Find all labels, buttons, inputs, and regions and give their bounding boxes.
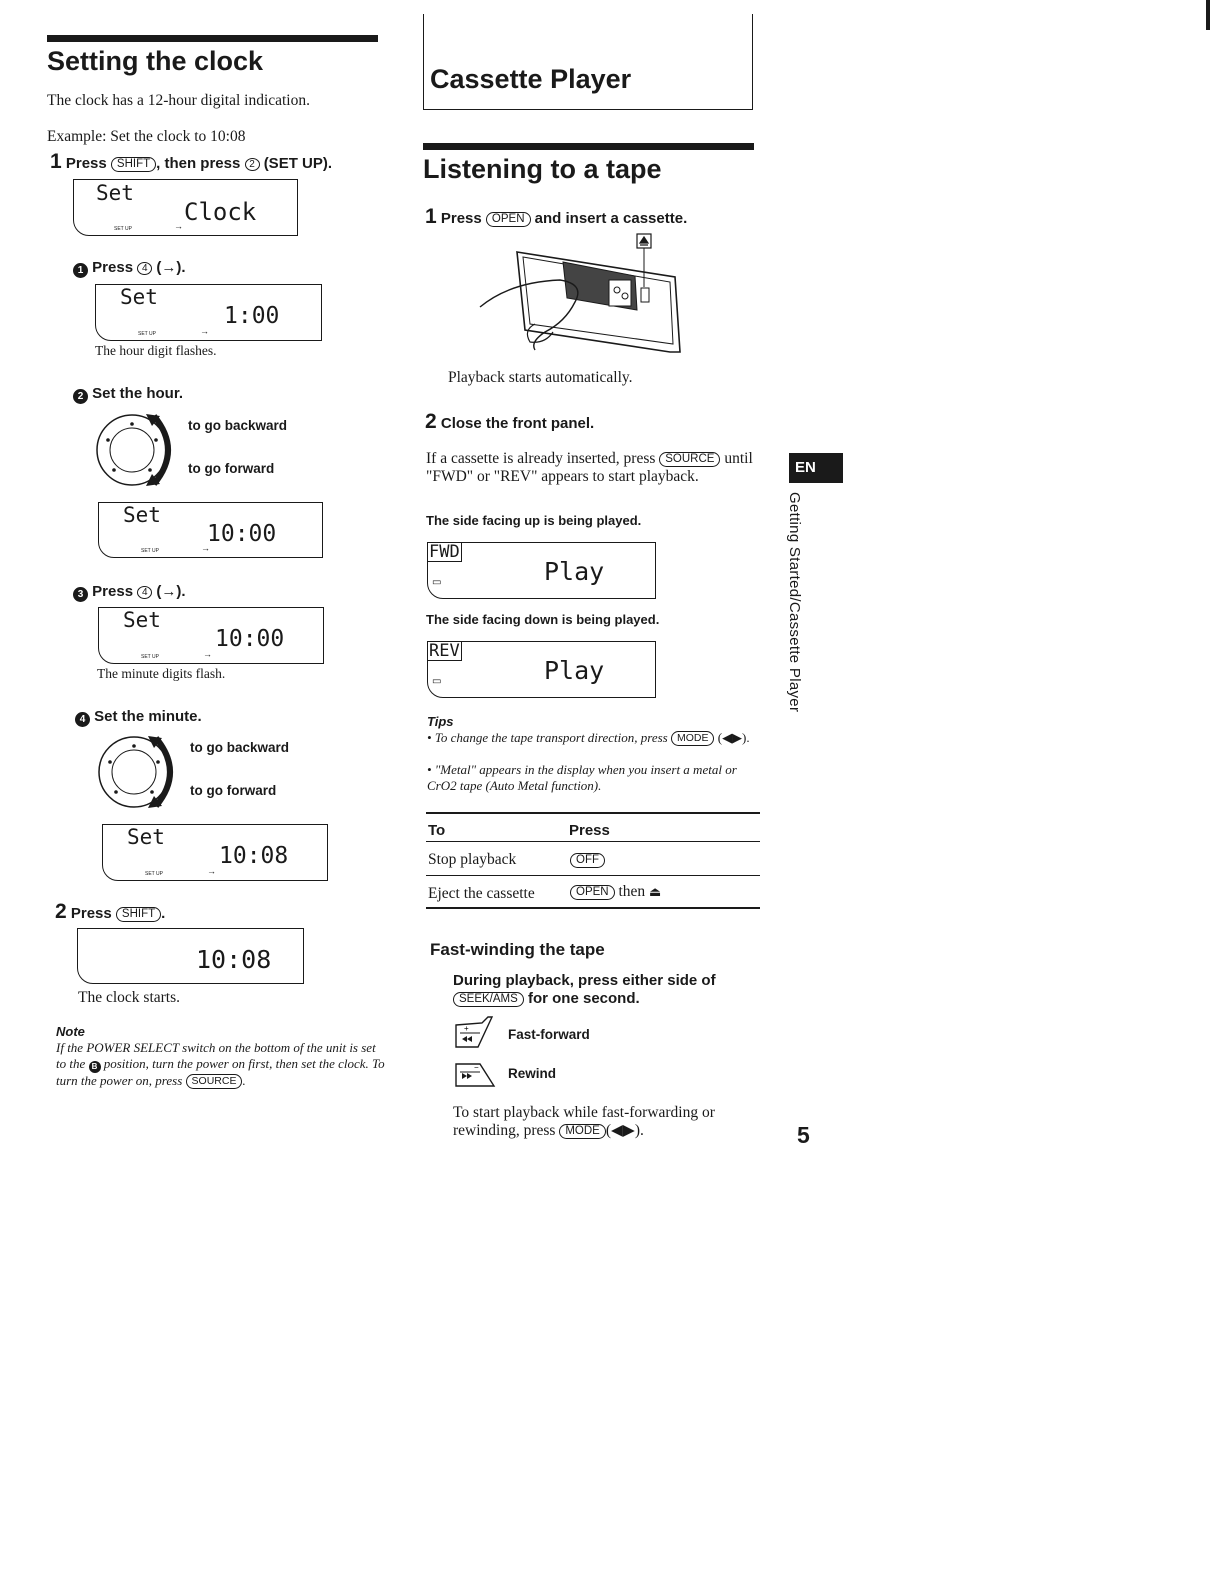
clock-sub4: 4 Set the minute.: [75, 708, 202, 727]
mode-key: MODE: [671, 731, 715, 746]
arrow-icon: →: [203, 649, 212, 659]
lcd-set-hour-1: Set 1:00 SET UP →: [95, 284, 322, 341]
table-top-rule: [426, 812, 760, 814]
clock-intro: The clock has a 12-hour digital indication.: [47, 92, 310, 109]
edge-mark: [1206, 0, 1210, 30]
tape-step2-text: If a cassette is already inserted, press SOURCE until "FWD" or "REV" appears to start playback.: [426, 450, 753, 485]
lcd-set-clock: Set Clock SET UP →: [73, 179, 298, 236]
note-text: If the POWER SELECT switch on the bottom of the unit is set to the B position, turn the power on first, then set the clock. To turn the power on, press SOURCE .: [56, 1040, 385, 1088]
seek-ams-key: SEEK/AMS: [453, 992, 524, 1007]
tips-heading: Tips: [427, 714, 454, 729]
source-key: SOURCE: [659, 452, 720, 467]
key-4: 4: [137, 262, 152, 275]
rev-caption: The side facing down is being played.: [426, 612, 660, 627]
language-badge: EN: [789, 453, 843, 483]
clock-sub2: 2 Set the hour.: [73, 385, 183, 404]
tip-2: • "Metal" appears in the display when you insert a metal or CrO2 tape (Auto Metal function).: [427, 762, 737, 793]
tape-step1: 1 Press OPEN and insert a cassette.: [425, 205, 688, 228]
fast-forward-icon: [452, 1015, 496, 1053]
svg-text:−: −: [474, 1063, 479, 1072]
clock-step1: 1 Press SHIFT , then press 2 (SET UP).: [50, 150, 333, 173]
table-bottom-rule: [426, 907, 760, 909]
fast-instruction: During playback, press either side of SEEK/AMS for one second.: [453, 972, 716, 1007]
lcd-set-minute-08: Set 10:08 SET UP →: [102, 824, 328, 881]
key-4: 4: [137, 586, 152, 599]
rewind-label: Rewind: [508, 1066, 557, 1081]
clock-sub3: 3 Press 4 (→).: [73, 583, 186, 602]
clock-starts-caption: The clock starts.: [78, 989, 181, 1006]
mode-key: MODE: [559, 1124, 606, 1139]
fwd-caption: The side facing up is being played.: [426, 513, 642, 528]
clock-step2: 2 Press SHIFT .: [55, 900, 166, 923]
source-key: SOURCE: [186, 1074, 243, 1089]
table-row-stop-press: [570, 851, 605, 869]
table-row-eject-to: Eject the cassette: [428, 885, 535, 902]
minute-flash-caption: The minute digits flash.: [97, 666, 226, 681]
key-2: 2: [245, 158, 260, 171]
shift-key: SHIFT: [116, 907, 161, 922]
title-box: [423, 14, 753, 110]
tape-step2: 2 Close the front panel.: [425, 410, 595, 433]
lcd-fwd-play: FWD ▭ Play: [427, 542, 656, 599]
tip-1: • To change the tape transport direction, press MODE (◀▶).: [427, 730, 750, 745]
fast-title: Fast-winding the tape: [430, 940, 605, 959]
fast-forward-label: Fast-forward: [508, 1027, 590, 1042]
shift-key: SHIFT: [111, 157, 156, 172]
table-row-rule: [426, 875, 760, 876]
hour-back-label: to go backward: [188, 418, 288, 433]
arrow-icon: →: [174, 221, 183, 231]
off-key: OFF: [570, 853, 605, 868]
lcd-set-minute-00: Set 10:00 SET UP →: [98, 607, 324, 664]
arrow-icon: →: [201, 543, 210, 553]
section-tab-label: Getting Started/Cassette Player: [786, 492, 803, 713]
rotary-dial-icon: [94, 410, 184, 490]
table-row-stop-to: Stop playback: [428, 851, 517, 868]
open-key: OPEN: [570, 885, 615, 900]
page-number: 5: [797, 1122, 810, 1148]
tape-icon: ▭: [432, 676, 442, 687]
arrow-icon: →: [207, 866, 216, 876]
hour-fwd-label: to go forward: [188, 461, 275, 476]
lcd-set-hour-10: Set 10:00 SET UP →: [98, 502, 323, 558]
svg-text:+: +: [464, 1024, 469, 1033]
title-rule: [47, 35, 378, 42]
arrow-icon: →: [200, 326, 209, 336]
listening-title: Listening to a tape: [423, 154, 662, 184]
hour-flash-caption: The hour digit flashes.: [95, 343, 217, 358]
playback-starts-caption: Playback starts automatically.: [448, 369, 633, 386]
lcd-rev-play: REV ▭ Play: [427, 641, 656, 698]
table-header-press: Press: [569, 822, 610, 839]
table-row-eject-press: OPEN then ⏏: [570, 883, 661, 901]
rewind-icon: [452, 1058, 498, 1090]
lcd-clock-final: 10:08: [77, 928, 304, 984]
tape-icon: ▭: [432, 577, 442, 588]
eject-icon: ⏏: [649, 884, 662, 899]
cassette-insert-illustration: [475, 232, 690, 357]
minute-fwd-label: to go forward: [190, 783, 277, 798]
minute-back-label: to go backward: [190, 740, 290, 755]
rotary-dial-icon: [96, 732, 186, 812]
clock-title: Setting the clock: [47, 46, 264, 76]
table-header-rule: [426, 841, 760, 842]
open-key: OPEN: [486, 212, 531, 227]
table-header-to: To: [428, 822, 446, 839]
section-rule: [423, 143, 754, 150]
cassette-title: Cassette Player: [430, 64, 632, 94]
fast-tail: To start playback while fast-forwarding or rewinding, press MODE (◀▶).: [453, 1104, 715, 1139]
clock-example: Example: Set the clock to 10:08: [47, 128, 246, 145]
note-heading: Note: [56, 1024, 85, 1039]
clock-sub1: 1 Press 4 (→).: [73, 259, 186, 278]
